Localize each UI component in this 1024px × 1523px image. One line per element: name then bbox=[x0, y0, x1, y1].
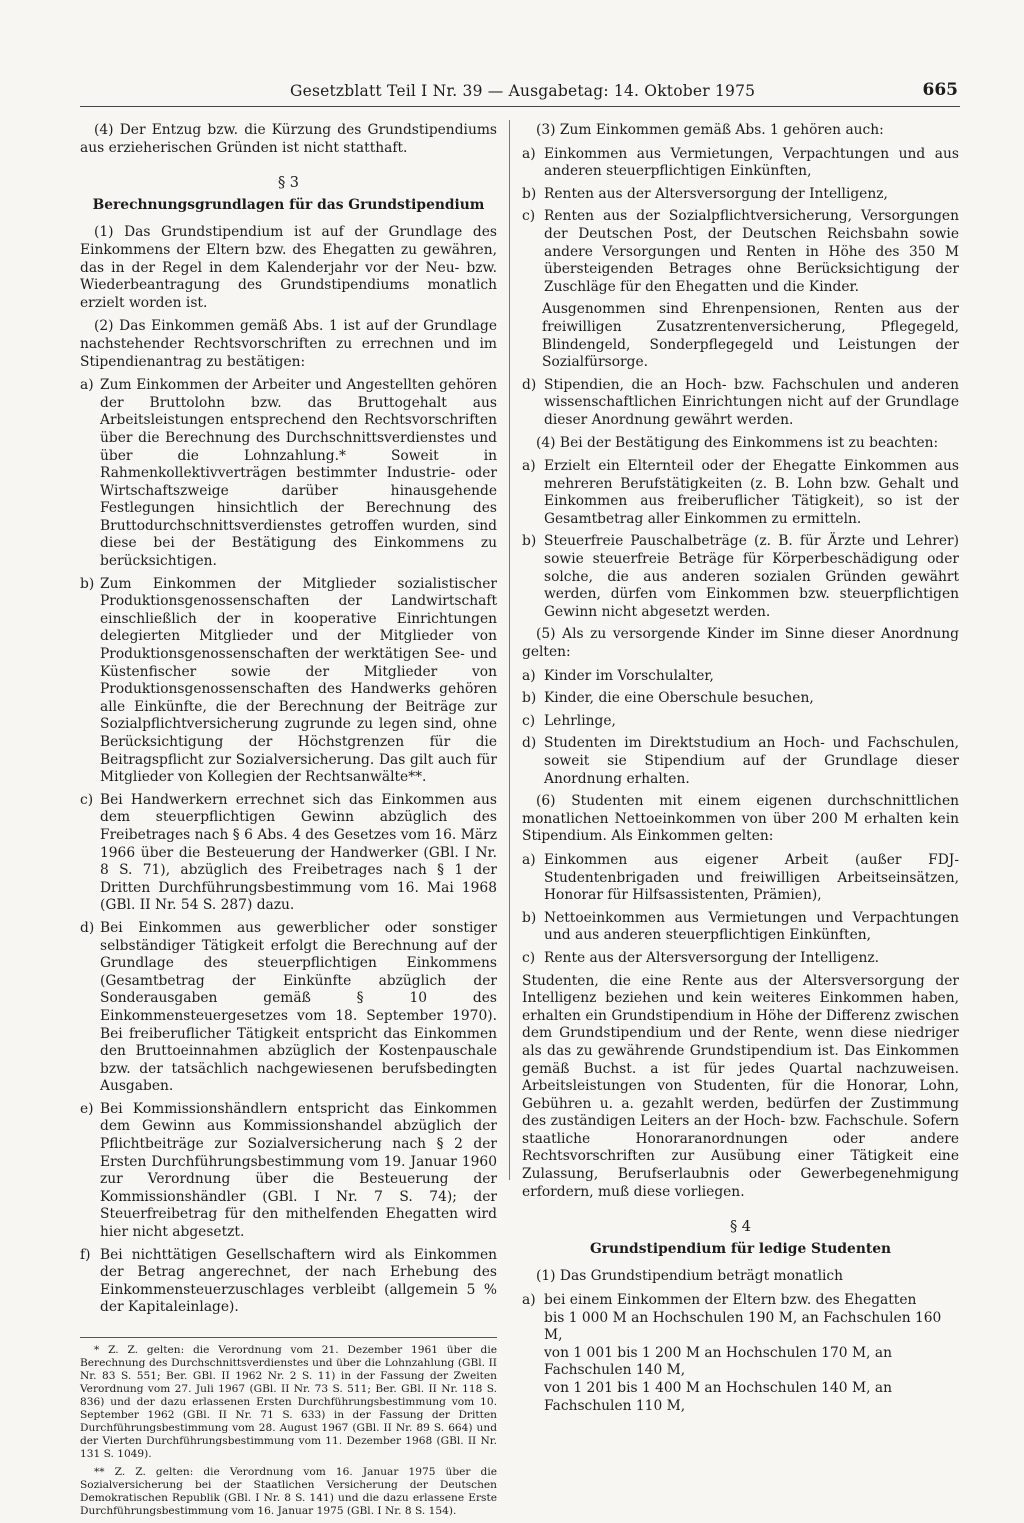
paragraph: (1) Das Grundstipendium ist auf der Grundlage des Einkommens der Eltern bzw. des Ehegatten zu gewähren, das in der Regel in dem Kalenderjahr vor der Neu- bzw. Wiederbeantragung des Grundstipendiums monatlich erzielt worden ist. bbox=[80, 224, 497, 311]
list-item bbox=[522, 1292, 959, 1415]
section-number: § 4 bbox=[729, 1219, 752, 1236]
list-item bbox=[522, 458, 959, 528]
list-item bbox=[522, 377, 959, 430]
list-text: Bei nichttätigen Gesellschaftern wird als Einkommen der Betrag angerechnet, der nach Erhebung des Einkommensteuerzuschlages verbleibt (allgemein 5 % der Kapitaleinlage). bbox=[100, 1246, 497, 1316]
footnote: ** Z. Z. gelten: die Verordnung vom 16. Januar 1975 über die Sozialversicherung bei der Staatlichen Versicherung der Deutschen Demokratischen Republik (GBl. I Nr. 8 S. 141) und die dazu erlassene Erste Durchführungsbestimmung vom 16. Januar 1975 (GBl. I Nr. 8 S. 154). bbox=[80, 1466, 497, 1517]
list-item bbox=[522, 208, 959, 296]
list-text: Einkommen aus Vermietungen, Verpachtungen und aus anderen steuerpflichtigen Einkünften, bbox=[544, 145, 959, 180]
list-item bbox=[522, 533, 959, 621]
list-label: d) bbox=[522, 735, 537, 752]
list-item bbox=[522, 852, 959, 905]
list-text: Bei Handwerkern errechnet sich das Einkommen aus dem steuerpflichtigen Gewinn abzüglich des Freibetrages nach § 6 Abs. 4 des Gesetzes vom 16. März 1966 über die Besteuerung der Handwerker (GBl. I Nr. 8 S. 71), abzüglich des Freibetrages nach § 1 der Dritten Durchführungsbestimmung vom 16. Mai 1968 (GBl. II Nr. 54 S. 287) dazu. bbox=[100, 791, 497, 914]
list-item bbox=[80, 377, 497, 571]
list-item bbox=[522, 910, 959, 945]
amount-line: von 1 001 bis 1 200 M an Hochschulen 170 M, an Fachschulen 140 M, bbox=[544, 1344, 892, 1379]
list-text: Stipendien, die an Hoch- bzw. Fachschulen und anderen wissenschaftlichen Einrichtungen nicht auf der Grundlage dieser Anordnung gewährt werden. bbox=[544, 376, 959, 428]
list-label: a) bbox=[522, 1292, 536, 1309]
list-text: Renten aus der Sozialpflichtversicherung, Versorgungen der Deutschen Post, der Deutschen Reichsbahn sowie andere Versorgungen und Renten in Höhe des 350 M übersteigenden Betrages ohne Berücksichtigung der Zuschläge für den Ehegatten und die Kinder. bbox=[544, 208, 959, 295]
list-continuation: Ausgenommen sind Ehrenpensionen, Renten aus der freiwilligen Zusatzrentenversicherung, Pflegegeld, Blindengeld, Sonderpflegegeld und Leistungen der Sozialfürsorge. bbox=[542, 301, 959, 371]
list-item bbox=[522, 735, 959, 788]
list-item bbox=[522, 713, 959, 731]
list-text: Bei Kommissionshändlern entspricht das Einkommen dem Gewinn aus Kommissionshandel abzüglich der Pflichtbeiträge zur Sozialversicherung nach § 2 der Ersten Durchführungsbestimmung vom 19. Januar 1960 zur Verordnung über die Besteuerung der Kommissionshändler (GBl. I Nr. 7 S. 74); der Steuerfreibetrag für den mithelfenden Ehegatten wird hier nicht abgesetzt. bbox=[100, 1100, 497, 1241]
list-text: Steuerfreie Pauschalbeträge (z. B. für Ärzte und Lehrer) sowie steuerfreie Beträge für Körperbeschädigung oder solche, die aus anderen sozialen Gründen gewährt werden, dürfen vom Einkommen bzw. steuerpflichtigen Gewinn nicht abgesetzt werden. bbox=[544, 533, 959, 620]
list-item bbox=[522, 690, 959, 708]
list-item bbox=[522, 668, 959, 686]
list-text: Kinder, die eine Oberschule besuchen, bbox=[544, 690, 814, 707]
column-divider bbox=[509, 120, 510, 1180]
list-label: b) bbox=[522, 185, 537, 202]
paragraph: (6) Studenten mit einem eigenen durchschnittlichen monatlichen Nettoeinkommen von über 200 M erhalten kein Stipendium. Als Einkommen gelten: bbox=[522, 793, 959, 845]
list-item bbox=[522, 186, 959, 204]
page-header bbox=[80, 80, 960, 107]
list-label: c) bbox=[522, 949, 536, 966]
section-title: Grundstipendium für ledige Studenten bbox=[589, 1240, 892, 1257]
list-label: b) bbox=[80, 575, 95, 592]
list-text: Nettoeinkommen aus Vermietungen und Verpachtungen und aus anderen steuerpflichtigen Einkünften, bbox=[544, 909, 959, 944]
list-label: a) bbox=[522, 667, 536, 684]
list-label: f) bbox=[80, 1246, 91, 1263]
list-item bbox=[522, 146, 959, 181]
list-text: Zum Einkommen der Mitglieder sozialistischer Produktionsgenossenschaften der Landwirtschaft einschließlich der in kooperative Einrichtungen delegierten Mitglieder und der Mitglieder von Produktionsgenossenschaften der werktätigen See- und Küstenfischer sowie der Mitglieder von Produktionsgenossenschaften des Handwerks gehören alle Einkünfte, die der Berechnung der Beiträge zur Sozialpflichtversicherung zugrunde zu legen sind, ohne Berücksichtigung der Höchstgrenzen für die Beitragspflicht zur Sozialversicherung. Das gilt auch für Mitglieder von Kollegien der Rechtsanwälte**. bbox=[100, 575, 497, 786]
list-label: d) bbox=[522, 376, 537, 393]
list-label: c) bbox=[522, 208, 536, 225]
list-item bbox=[80, 920, 497, 1096]
paragraph: (3) Zum Einkommen gemäß Abs. 1 gehören auch: bbox=[536, 122, 884, 138]
footnote: * Z. Z. gelten: die Verordnung vom 21. Dezember 1961 über die Berechnung des Durchschnittsverdienstes und über die Lohnzahlung (GBl. II Nr. 83 S. 551; Ber. GBl. II 1962 Nr. 2 S. 11) in der Fassung der Zweiten Verordnung vom 27. Juli 1967 (GBl. II Nr. 73 S. 511; Ber. GBl. II Nr. 118 S. 836) und der dazu erlassenen Ersten Durchführungsbestimmung vom 10. September 1962 (GBl. II Nr. 71 S. 633) in der Fassung der Dritten Durchführungsbestimmung vom 28. August 1967 (GBl. II Nr. 89 S. 664) und der Vierten Durchführungsbestimmung vom 11. Dezember 1968 (GBl. II Nr. 131 S. 1049). bbox=[80, 1344, 497, 1460]
list-label: b) bbox=[522, 690, 537, 707]
paragraph: (2) Das Einkommen gemäß Abs. 1 ist auf der Grundlage nachstehender Rechtsvorschriften zu errechnen und im Stipendienantrag zu bestätigen: bbox=[80, 318, 497, 370]
list-text: Rente aus der Altersversorgung der Intelligenz. bbox=[544, 949, 880, 966]
section-number: § 3 bbox=[277, 175, 300, 192]
list-text: Lehrlinge, bbox=[544, 712, 616, 729]
list-text: Einkommen aus eigener Arbeit (außer FDJ-Studentenbrigaden und freiwilligen Arbeitseinsätzen, Honorar für Hilfsassistenten, Prämien), bbox=[544, 851, 959, 904]
list-label: c) bbox=[80, 791, 94, 808]
paragraph: (1) Das Grundstipendium beträgt monatlich bbox=[536, 1268, 844, 1285]
list-text: Renten aus der Altersversorgung der Intelligenz, bbox=[544, 185, 888, 202]
list-text: Studenten im Direktstudium an Hoch- und Fachschulen, soweit sie Stipendium auf der Grundlage dieser Anordnung erhalten. bbox=[544, 735, 959, 787]
amount-line: bei einem Einkommen der Eltern bzw. des Ehegatten bbox=[544, 1292, 917, 1309]
list-item bbox=[80, 1101, 497, 1242]
paragraph: (4) Der Entzug bzw. die Kürzung des Grundstipendiums aus erzieherischen Gründen ist nicht statthaft. bbox=[80, 122, 497, 156]
list-label: d) bbox=[80, 919, 95, 936]
list-text: Zum Einkommen der Arbeiter und Angestellten gehören der Bruttolohn bzw. das Bruttogehalt aus Arbeitsleistungen entsprechend den Rechtsvorschriften über die Berechnung des Durchschnittsverdienstes und über die Lohnzahlung.* Soweit in Rahmenkollektivverträgen bestimmter Industrie- oder Wirtschaftszweige darüber hinausgehende Festlegungen hinsichtlich der Berechnung des Bruttodurchschnittsverdienstes getroffen wurden, sind diese bei der Bestätigung des Einkommens zu berücksichtigen. bbox=[100, 377, 497, 570]
list-label: b) bbox=[522, 909, 537, 926]
list-label: a) bbox=[522, 145, 536, 162]
right-column bbox=[522, 122, 959, 1420]
list-item bbox=[80, 1247, 497, 1317]
list-label: e) bbox=[80, 1100, 94, 1117]
list-label: a) bbox=[522, 458, 536, 475]
header-title: Gesetzblatt Teil I Nr. 39 — Ausgabetag: 14. Oktober 1975 bbox=[290, 82, 756, 100]
amount-line: bis 1 000 M an Hochschulen 190 M, an Fachschulen 160 M, bbox=[544, 1309, 942, 1344]
list-item bbox=[80, 576, 497, 787]
list-item bbox=[80, 792, 497, 915]
paragraph: (4) Bei der Bestätigung des Einkommens ist zu beachten: bbox=[536, 434, 939, 451]
list-label: c) bbox=[522, 712, 536, 729]
list-text: Kinder im Vorschulalter, bbox=[544, 667, 714, 684]
list-item bbox=[522, 950, 959, 968]
footnotes bbox=[80, 1337, 497, 1518]
page-number: 665 bbox=[922, 80, 958, 100]
paragraph: Studenten, die eine Rente aus der Altersversorgung der Intelligenz beziehen und kein weiteres Einkommen haben, erhalten ein Grundstipendium in Höhe der Differenz zwischen dem Grundstipendium und der Rente, wenn diese niedriger als das zu gewährende Grundstipendium ist. Das Einkommen gemäß Buchst. a ist für jedes Quartal nachzuweisen. Arbeitsleistungen von Studenten, für die Honorar, Lohn, Gebühren u. a. gezahlt werden, bedürfen der Zustimmung des zuständigen Leiters an der Hoch- bzw. Fachschule. Sofern staatliche Honoraranordnungen oder andere Rechtsvorschriften zur Ausübung einer Tätigkeit eine Zulassung, Berufserlaubnis oder Gewerbegenehmigung erfordern, muß diese vorliegen. bbox=[522, 972, 959, 1200]
left-column bbox=[80, 122, 497, 1523]
list-text bbox=[544, 1292, 959, 1415]
list-label: a) bbox=[522, 851, 536, 868]
list-label: a) bbox=[80, 377, 94, 394]
list-text: Bei Einkommen aus gewerblicher oder sonstiger selbständiger Tätigkeit erfolgt die Berechnung auf der Grundlage des steuerpflichtigen Einkommens (Gesamtbetrag der Einkünfte abzüglich der Sonderausgaben gemäß § 10 des Einkommensteuergesetzes vom 18. September 1970). Bei freiberuflicher Tätigkeit entspricht das Einkommen den Bruttoeinnahmen abzüglich der Kostenpauschale bzw. der tatsächlich nachgewiesenen berufsbedingten Ausgaben. bbox=[100, 919, 497, 1095]
amount-line: von 1 201 bis 1 400 M an Hochschulen 140 M, an Fachschulen 110 M, bbox=[544, 1380, 892, 1414]
section-title: Berechnungsgrundlagen für das Grundstipendium bbox=[92, 196, 485, 213]
paragraph: (5) Als zu versorgende Kinder im Sinne dieser Anordnung gelten: bbox=[522, 626, 959, 661]
list-label: b) bbox=[522, 533, 537, 550]
list-text: Erzielt ein Elternteil oder der Ehegatte Einkommen aus mehreren Berufstätigkeiten (z. B. Lohn bzw. Gehalt und Einkommen aus freiberuflicher Tätigkeit), so ist der Gesamtbetrag aller Einkommen zu ermitteln. bbox=[544, 458, 959, 527]
